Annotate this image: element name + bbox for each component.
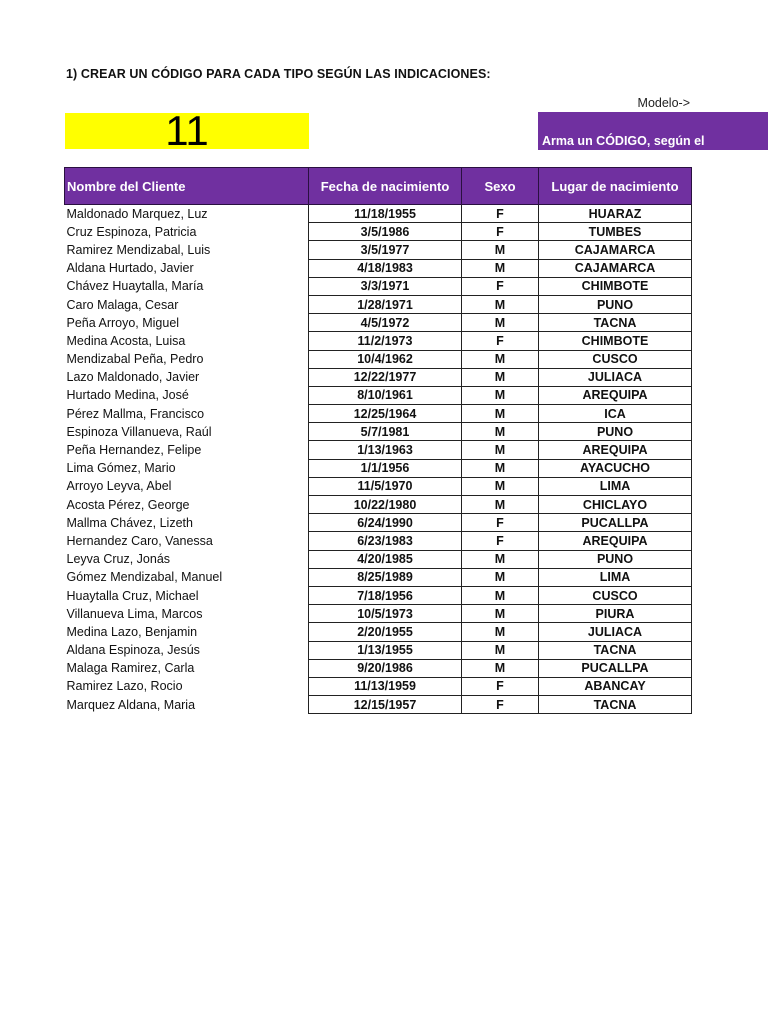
cell-fecha[interactable]: 8/10/1961 (309, 386, 462, 404)
code-value: 11 (165, 107, 209, 154)
cell-name[interactable]: Espinoza Villanueva, Raúl (66, 424, 212, 439)
cell-fecha[interactable]: 10/5/1973 (309, 605, 462, 623)
cell-name[interactable]: Maldonado Marquez, Luz (65, 205, 309, 223)
cell-name[interactable]: Medina Acosta, Luisa (66, 333, 186, 348)
cell-lugar[interactable]: CHIMBOTE (539, 277, 692, 295)
cell-lugar[interactable]: AREQUIPA (539, 386, 692, 404)
header-fecha[interactable]: Fecha de nacimiento (309, 168, 462, 205)
table-row (65, 295, 692, 313)
cell-sexo[interactable]: F (462, 205, 539, 223)
table-row (65, 223, 692, 241)
cell-name[interactable]: Ramirez Mendizabal, Luis (66, 242, 211, 257)
table-row (65, 368, 692, 386)
table-row (65, 314, 692, 332)
cell-lugar[interactable]: PUNO (539, 550, 692, 568)
cell-name[interactable]: Caro Malaga, Cesar (66, 297, 179, 312)
cell-fecha[interactable]: 4/18/1983 (309, 259, 462, 277)
cell-sexo[interactable]: F (462, 223, 539, 241)
table-row (65, 277, 692, 295)
cell-name[interactable]: Cruz Espinoza, Patricia (66, 224, 197, 239)
cell-sexo[interactable]: M (462, 550, 539, 568)
cell-lugar[interactable]: JULIACA (539, 368, 692, 386)
cell-sexo[interactable]: M (462, 477, 539, 495)
cell-fecha[interactable]: 9/20/1986 (309, 659, 462, 677)
instruction-cell[interactable] (538, 112, 768, 150)
cell-fecha[interactable]: 12/25/1964 (309, 405, 462, 423)
cell-sexo[interactable]: F (462, 696, 539, 714)
table-row (65, 605, 692, 623)
cell-sexo[interactable]: M (462, 314, 539, 332)
cell-sexo[interactable]: M (462, 623, 539, 641)
cell-lugar[interactable]: PUCALLPA (539, 659, 692, 677)
cell-lugar[interactable]: CHIMBOTE (539, 332, 692, 350)
cell-fecha[interactable]: 3/5/1977 (309, 241, 462, 259)
cell-name[interactable]: Peña Arroyo, Miguel (66, 315, 180, 330)
cell-sexo[interactable]: M (462, 423, 539, 441)
cell-fecha[interactable]: 3/3/1971 (309, 277, 462, 295)
table-row (65, 659, 692, 677)
cell-sexo[interactable]: M (462, 605, 539, 623)
cell-lugar[interactable]: TUMBES (539, 223, 692, 241)
cell-lugar[interactable]: TACNA (539, 696, 692, 714)
table-row (65, 386, 692, 404)
table-row (65, 441, 692, 459)
table-row (65, 514, 692, 532)
cell-lugar[interactable]: TACNA (539, 641, 692, 659)
table-row (65, 550, 692, 568)
table-row (65, 423, 692, 441)
cell-lugar[interactable]: LIMA (539, 477, 692, 495)
cell-sexo[interactable]: F (462, 532, 539, 550)
cell-fecha[interactable]: 8/25/1989 (309, 568, 462, 586)
cell-lugar[interactable]: CUSCO (539, 350, 692, 368)
cell-lugar[interactable]: JULIACA (539, 623, 692, 641)
cell-name[interactable]: Medina Lazo, Benjamin (66, 624, 198, 639)
cell-sexo[interactable]: F (462, 677, 539, 695)
table-row (65, 459, 692, 477)
cell-fecha[interactable]: 4/20/1985 (309, 550, 462, 568)
cell-sexo[interactable]: F (462, 514, 539, 532)
cell-name[interactable]: Chávez Huaytalla, María (66, 279, 204, 294)
cell-lugar[interactable]: TACNA (539, 314, 692, 332)
table-body (65, 205, 692, 714)
cell-fecha[interactable]: 11/2/1973 (309, 332, 462, 350)
cell-fecha[interactable]: 4/5/1972 (309, 314, 462, 332)
cell-name[interactable]: Pérez Mallma, Francisco (66, 406, 205, 421)
cell-sexo[interactable]: M (462, 441, 539, 459)
cell-name[interactable]: Mendizabal Peña, Pedro (66, 352, 204, 367)
table-row (65, 405, 692, 423)
cell-lugar[interactable]: CAJAMARCA (539, 241, 692, 259)
cell-lugar[interactable]: PUCALLPA (539, 514, 692, 532)
cell-fecha[interactable]: 6/24/1990 (309, 514, 462, 532)
instruction-text: Arma un CÓDIGO, según el (542, 134, 705, 148)
code-value-cell[interactable] (65, 107, 309, 154)
table-header-row (65, 168, 692, 205)
cell-fecha[interactable]: 1/28/1971 (309, 295, 462, 313)
cell-name[interactable]: Malaga Ramirez, Carla (66, 661, 195, 676)
cell-fecha[interactable]: 7/18/1956 (309, 586, 462, 604)
cell-name[interactable]: Villanueva Lima, Marcos (66, 606, 203, 621)
cell-name[interactable]: Peña Hernandez, Felipe (66, 443, 202, 458)
cell-name[interactable]: Marquez Aldana, Maria (66, 697, 196, 712)
cell-name[interactable]: Lima Gómez, Mario (66, 461, 176, 476)
header-sexo[interactable]: Sexo (462, 168, 539, 205)
cell-fecha[interactable]: 12/22/1977 (309, 368, 462, 386)
cell-fecha[interactable]: 1/13/1963 (309, 441, 462, 459)
cell-fecha[interactable]: 1/13/1955 (309, 641, 462, 659)
cell-lugar[interactable]: AREQUIPA (539, 532, 692, 550)
cell-lugar[interactable]: PUNO (539, 423, 692, 441)
cell-lugar[interactable]: ABANCAY (539, 677, 692, 695)
cell-fecha[interactable]: 11/18/1955 (309, 205, 462, 223)
cell-name[interactable]: Gómez Mendizabal, Manuel (66, 570, 223, 585)
clients-table (64, 167, 692, 714)
cell-name[interactable]: Leyva Cruz, Jonás (66, 552, 171, 567)
cell-sexo[interactable]: M (462, 641, 539, 659)
table-row (65, 586, 692, 604)
cell-lugar[interactable]: PIURA (539, 605, 692, 623)
cell-sexo[interactable]: F (462, 277, 539, 295)
cell-name[interactable]: Mallma Chávez, Lizeth (66, 515, 193, 530)
table-row (65, 532, 692, 550)
cell-sexo[interactable]: M (462, 386, 539, 404)
table-row (65, 496, 692, 514)
table-row (65, 477, 692, 495)
table-row (65, 332, 692, 350)
cell-name[interactable]: Aldana Espinoza, Jesús (66, 643, 200, 658)
cell-lugar[interactable]: AYACUCHO (539, 459, 692, 477)
header-lugar[interactable]: Lugar de nacimiento (539, 168, 692, 205)
table-row (65, 205, 692, 223)
table-row (65, 696, 692, 714)
cell-sexo[interactable]: M (462, 568, 539, 586)
cell-sexo[interactable]: M (462, 405, 539, 423)
cell-name[interactable]: Arroyo Leyva, Abel (66, 479, 172, 494)
table-row (65, 677, 692, 695)
cell-fecha[interactable]: 12/15/1957 (309, 696, 462, 714)
cell-sexo[interactable]: F (462, 332, 539, 350)
table-row (65, 641, 692, 659)
cell-name[interactable]: Ramirez Lazo, Rocio (66, 679, 183, 694)
cell-lugar[interactable]: CHICLAYO (539, 496, 692, 514)
cell-fecha[interactable]: 10/22/1980 (309, 496, 462, 514)
cell-fecha[interactable]: 2/20/1955 (309, 623, 462, 641)
cell-lugar[interactable]: AREQUIPA (539, 441, 692, 459)
cell-sexo[interactable]: M (462, 350, 539, 368)
header-name[interactable]: Nombre del Cliente (65, 168, 309, 205)
cell-name[interactable]: Huaytalla Cruz, Michael (66, 588, 199, 603)
modelo-label: Modelo-> (637, 96, 690, 110)
table-row (65, 241, 692, 259)
table-row (65, 623, 692, 641)
cell-fecha[interactable]: 6/23/1983 (309, 532, 462, 550)
cell-sexo[interactable]: M (462, 368, 539, 386)
cell-fecha[interactable]: 3/5/1986 (309, 223, 462, 241)
cell-sexo[interactable]: M (462, 295, 539, 313)
cell-fecha[interactable]: 1/1/1956 (309, 459, 462, 477)
cell-sexo[interactable]: M (462, 659, 539, 677)
table-row (65, 259, 692, 277)
cell-name[interactable]: Acosta Pérez, George (66, 497, 190, 512)
table-row (65, 350, 692, 368)
cell-lugar[interactable]: PUNO (539, 295, 692, 313)
cell-lugar[interactable]: ICA (539, 405, 692, 423)
cell-fecha[interactable]: 11/5/1970 (309, 477, 462, 495)
cell-fecha[interactable]: 5/7/1981 (309, 423, 462, 441)
cell-name[interactable]: Hernandez Caro, Vanessa (66, 533, 213, 548)
cell-sexo[interactable]: M (462, 259, 539, 277)
table-row (65, 568, 692, 586)
cell-lugar[interactable]: CAJAMARCA (539, 259, 692, 277)
cell-sexo[interactable]: M (462, 459, 539, 477)
cell-name[interactable]: Lazo Maldonado, Javier (66, 370, 200, 385)
cell-lugar[interactable]: HUARAZ (539, 205, 692, 223)
cell-fecha[interactable]: 11/13/1959 (309, 677, 462, 695)
cell-name[interactable]: Aldana Hurtado, Javier (66, 261, 194, 276)
cell-lugar[interactable]: CUSCO (539, 586, 692, 604)
cell-sexo[interactable]: M (462, 496, 539, 514)
page-title: 1) CREAR UN CÓDIGO PARA CADA TIPO SEGÚN LAS INDICACIONES: (66, 67, 491, 81)
cell-lugar[interactable]: LIMA (539, 568, 692, 586)
cell-name[interactable]: Hurtado Medina, José (66, 388, 189, 403)
cell-sexo[interactable]: M (462, 241, 539, 259)
cell-sexo[interactable]: M (462, 586, 539, 604)
cell-fecha[interactable]: 10/4/1962 (309, 350, 462, 368)
